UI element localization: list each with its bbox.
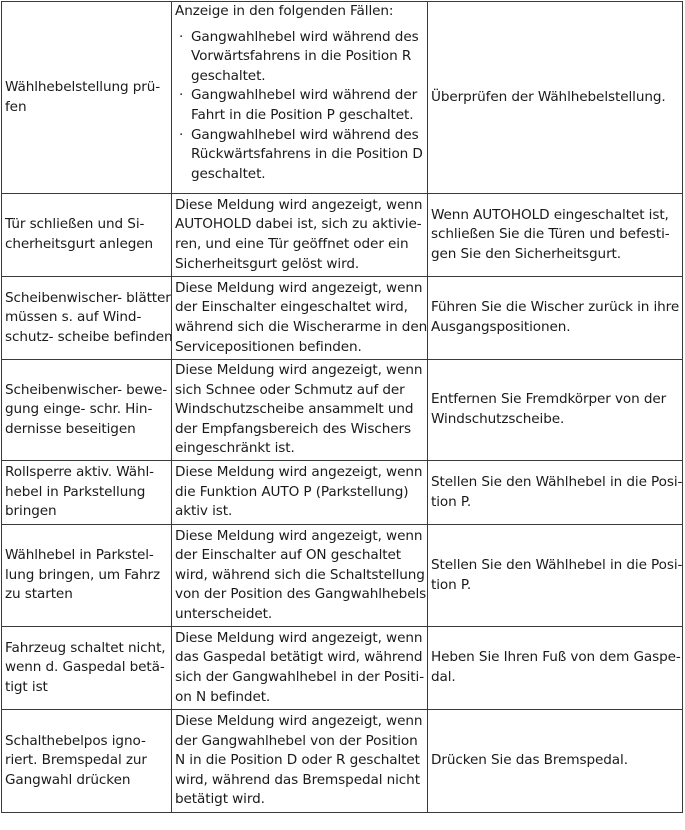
condition-line: während sich die Wischerarme in den [175,319,428,335]
action-line: Entfernen Sie Fremdkörper von der [431,391,667,408]
condition-line: das Gaspedal betätigt wird, während [175,649,423,666]
action-line: tion P. [431,493,472,510]
action-line: schließen Sie die Türen und befesti- [431,226,670,243]
message-line: dernisse beseitigen [5,420,136,437]
condition-cell [172,2,428,194]
condition-cell [172,525,428,627]
message-table [1,1,683,813]
condition-line: der Gangwahlhebel von der Position [175,732,418,749]
message-line: gung einge- schr. Hin- [5,401,153,418]
action-line: gen Sie den Sicherheitsgurt. [431,245,622,262]
condition-cell [172,710,428,813]
action-line: Heben Sie Ihren Fuß von dem Gaspe- [431,649,681,666]
condition-line: on N befindet. [175,688,271,705]
list-item [175,86,424,125]
condition-line: Diese Meldung wird angezeigt, wenn [175,464,423,481]
condition-line: eingeschränkt ist. [175,440,295,457]
condition-line: die Funktion AUTO P (Parkstellung) [175,483,409,500]
message-line: Wählhebelstellung prü- [5,78,161,95]
condition-line: wird, während das Bremspedal nicht [175,771,420,788]
condition-cell [172,461,428,525]
list-item [175,28,424,87]
bullet-icon: · [179,28,184,45]
action-line: Drücken Sie das Bremspedal. [431,752,628,769]
message-line: wenn d. Gaspedal betä- [5,659,165,676]
table-row [2,525,683,627]
action-line: Wenn AUTOHOLD eingeschaltet ist, [431,206,669,223]
condition-bullet-list [175,28,424,185]
action-cell [428,525,683,627]
message-line: bringen [5,503,57,520]
condition-line: Diese Meldung wird angezeigt, wenn [175,713,423,730]
action-cell [428,360,683,461]
table-row [2,277,683,360]
table-row [2,360,683,461]
bullet-line: Fahrt in die Position P geschaltet. [191,106,414,123]
condition-line: aktiv ist. [175,503,233,520]
message-line: riert. Bremspedal zur [5,752,147,769]
condition-cell [172,627,428,710]
bullet-icon: · [179,126,184,143]
action-line: dal. [431,669,456,685]
message-cell [2,194,172,277]
condition-line: Servicepositionen befinden. [175,338,362,355]
action-line: Überprüfen der Wählhebelstellung. [431,88,666,105]
message-cell [2,461,172,525]
message-line: lung bringen, um Fahrz [5,566,161,583]
table-row [2,461,683,525]
action-cell [428,2,683,194]
message-cell [2,360,172,461]
table-row [2,627,683,710]
bullet-line: Gangwahlhebel wird während des [191,126,419,143]
list-item [175,126,424,185]
condition-line: N in die Position D oder R geschaltet [175,752,420,769]
condition-line: Diese Meldung wird angezeigt, wenn [175,629,423,646]
message-line: Scheibenwischer- blätter [5,289,171,306]
table-row [2,2,683,194]
condition-cell [172,194,428,277]
condition-cell [172,360,428,461]
table-row [2,194,683,277]
condition-line: Sicherheitsgurt gelöst wird. [175,255,360,272]
message-cell [2,710,172,813]
bullet-line: Gangwahlhebel wird während der [191,87,418,104]
message-line: fen [5,98,27,115]
condition-intro: Anzeige in den folgenden Fällen: [175,3,394,19]
condition-line: sich Schnee oder Schmutz auf der [175,381,405,398]
action-cell [428,277,683,360]
bullet-line: Rückwärtsfahrens in die Position D [191,146,423,163]
condition-line: betätigt wird. [175,791,265,808]
action-line: Stellen Sie den Wählhebel in die Posi- [431,556,683,573]
message-line: müssen s. auf Wind- [5,309,142,326]
message-line: Gangwahl drücken [5,771,131,788]
condition-cell [172,277,428,360]
message-line: Schalthebelpos igno- [5,732,146,749]
message-line: cherheitsgurt anlegen [5,236,154,252]
message-line: Wählhebel in Parkstel- [5,547,154,564]
condition-line: wird, während sich die Schaltstellung [175,566,425,583]
action-cell [428,627,683,710]
condition-line: von der Position des Gangwahlhebels [175,586,427,603]
message-line: zu starten [5,586,73,603]
bullet-line: geschaltet. [191,165,266,182]
action-line: Ausgangspositionen. [431,319,571,335]
condition-line: Diese Meldung wird angezeigt, wenn [175,362,423,379]
message-line: tigt ist [5,678,48,695]
message-cell [2,627,172,710]
message-line: schutz- scheibe befinden [5,328,173,345]
message-line: Fahrzeug schaltet nicht, [5,639,166,656]
action-line: Windschutzscheibe. [431,411,565,427]
condition-line: der Einschalter eingeschaltet wird, [175,299,408,316]
condition-line: Diese Meldung wird angezeigt, wenn [175,279,423,296]
message-line: Rollsperre aktiv. Wähl- [5,464,154,481]
condition-line: AUTOHOLD dabei ist, sich zu aktivie- [175,216,422,233]
condition-line: sich der Gangwahlhebel in der Positi- [175,669,425,685]
action-cell [428,194,683,277]
condition-line: der Einschalter auf ON geschaltet [175,547,402,564]
bullet-line: Gangwahlhebel wird während des [191,28,419,45]
condition-line: ren, und eine Tür geöffnet oder ein [175,236,409,252]
bullet-line: geschaltet. [191,67,266,84]
action-line: tion P. [431,576,472,593]
message-line: Tür schließen und Si- [5,216,145,233]
table-row [2,710,683,813]
message-table-body [2,2,683,813]
condition-line: unterscheidet. [175,605,273,622]
message-cell [2,2,172,194]
condition-line: Windschutzscheibe ansammelt und [175,401,414,418]
message-line: hebel in Parkstellung [5,483,146,500]
condition-line: Diese Meldung wird angezeigt, wenn [175,196,423,213]
message-cell [2,277,172,360]
action-cell [428,461,683,525]
message-line: Scheibenwischer- bewe- [5,381,168,398]
action-line: Stellen Sie den Wählhebel in die Posi- [431,473,683,490]
action-cell [428,710,683,813]
bullet-line: Vorwärtsfahrens in die Position R [191,48,412,65]
action-line: Führen Sie die Wischer zurück in ihre [431,299,680,316]
bullet-icon: · [179,87,184,104]
condition-line: der Empfangsbereich des Wischers [175,420,411,437]
condition-line: Diese Meldung wird angezeigt, wenn [175,527,423,544]
message-cell [2,525,172,627]
